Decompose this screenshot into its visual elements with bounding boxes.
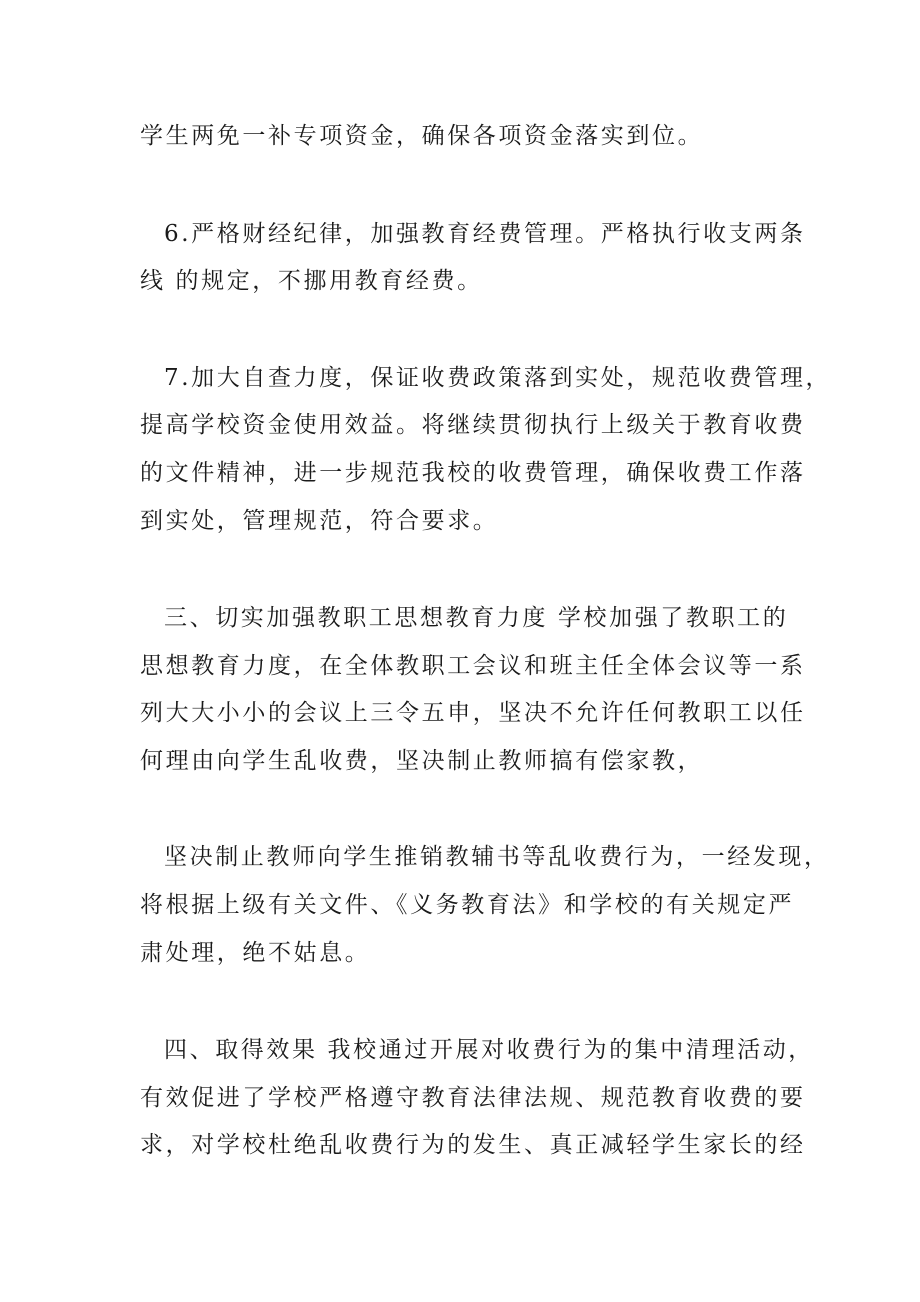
text-line: 提高学校资金使用效益。将继续贯彻执行上级关于教育收费: [140, 412, 806, 438]
text-line: 6.严格财经纪律，加强教育经费管理。严格执行收支两条: [164, 221, 806, 247]
text-line: 何理由向学生乱收费，坚决制止教师搞有偿家教，: [140, 748, 704, 774]
text-line: 学生两免一补专项资金，确保各项资金落实到位。: [140, 123, 704, 149]
text-line: 列大大小小的会议上三令五申，坚决不允许任何教职工以任: [140, 700, 806, 726]
text-line: 求，对学校杜绝乱收费行为的发生、真正减轻学生家长的经: [140, 1132, 806, 1158]
text-line: 的文件精神，进一步规范我校的收费管理，确保收费工作落: [140, 460, 806, 486]
text-line: 有效促进了学校严格遵守教育法律法规、规范教育收费的要: [140, 1085, 806, 1111]
text-line: 肃处理，绝不姑息。: [140, 940, 371, 966]
text-line: 三、切实加强教职工思想教育力度 学校加强了教职工的: [164, 605, 789, 631]
text-line: 将根据上级有关文件、《义务教育法》和学校的有关规定严: [140, 892, 795, 918]
text-line: 思想教育力度，在全体教职工会议和班主任全体会议等一系: [140, 653, 806, 679]
text-line: 线 的规定，不挪用教育经费。: [140, 268, 483, 294]
text-line: 到实处，管理规范，符合要求。: [140, 508, 499, 534]
text-line: 四、取得效果 我校通过开展对收费行为的集中清理活动，: [164, 1037, 814, 1063]
text-line: 7.加大自查力度，保证收费政策落到实处，规范收费管理，: [164, 365, 832, 391]
text-line: 坚决制止教师向学生推销教辅书等乱收费行为，一经发现，: [164, 844, 830, 870]
